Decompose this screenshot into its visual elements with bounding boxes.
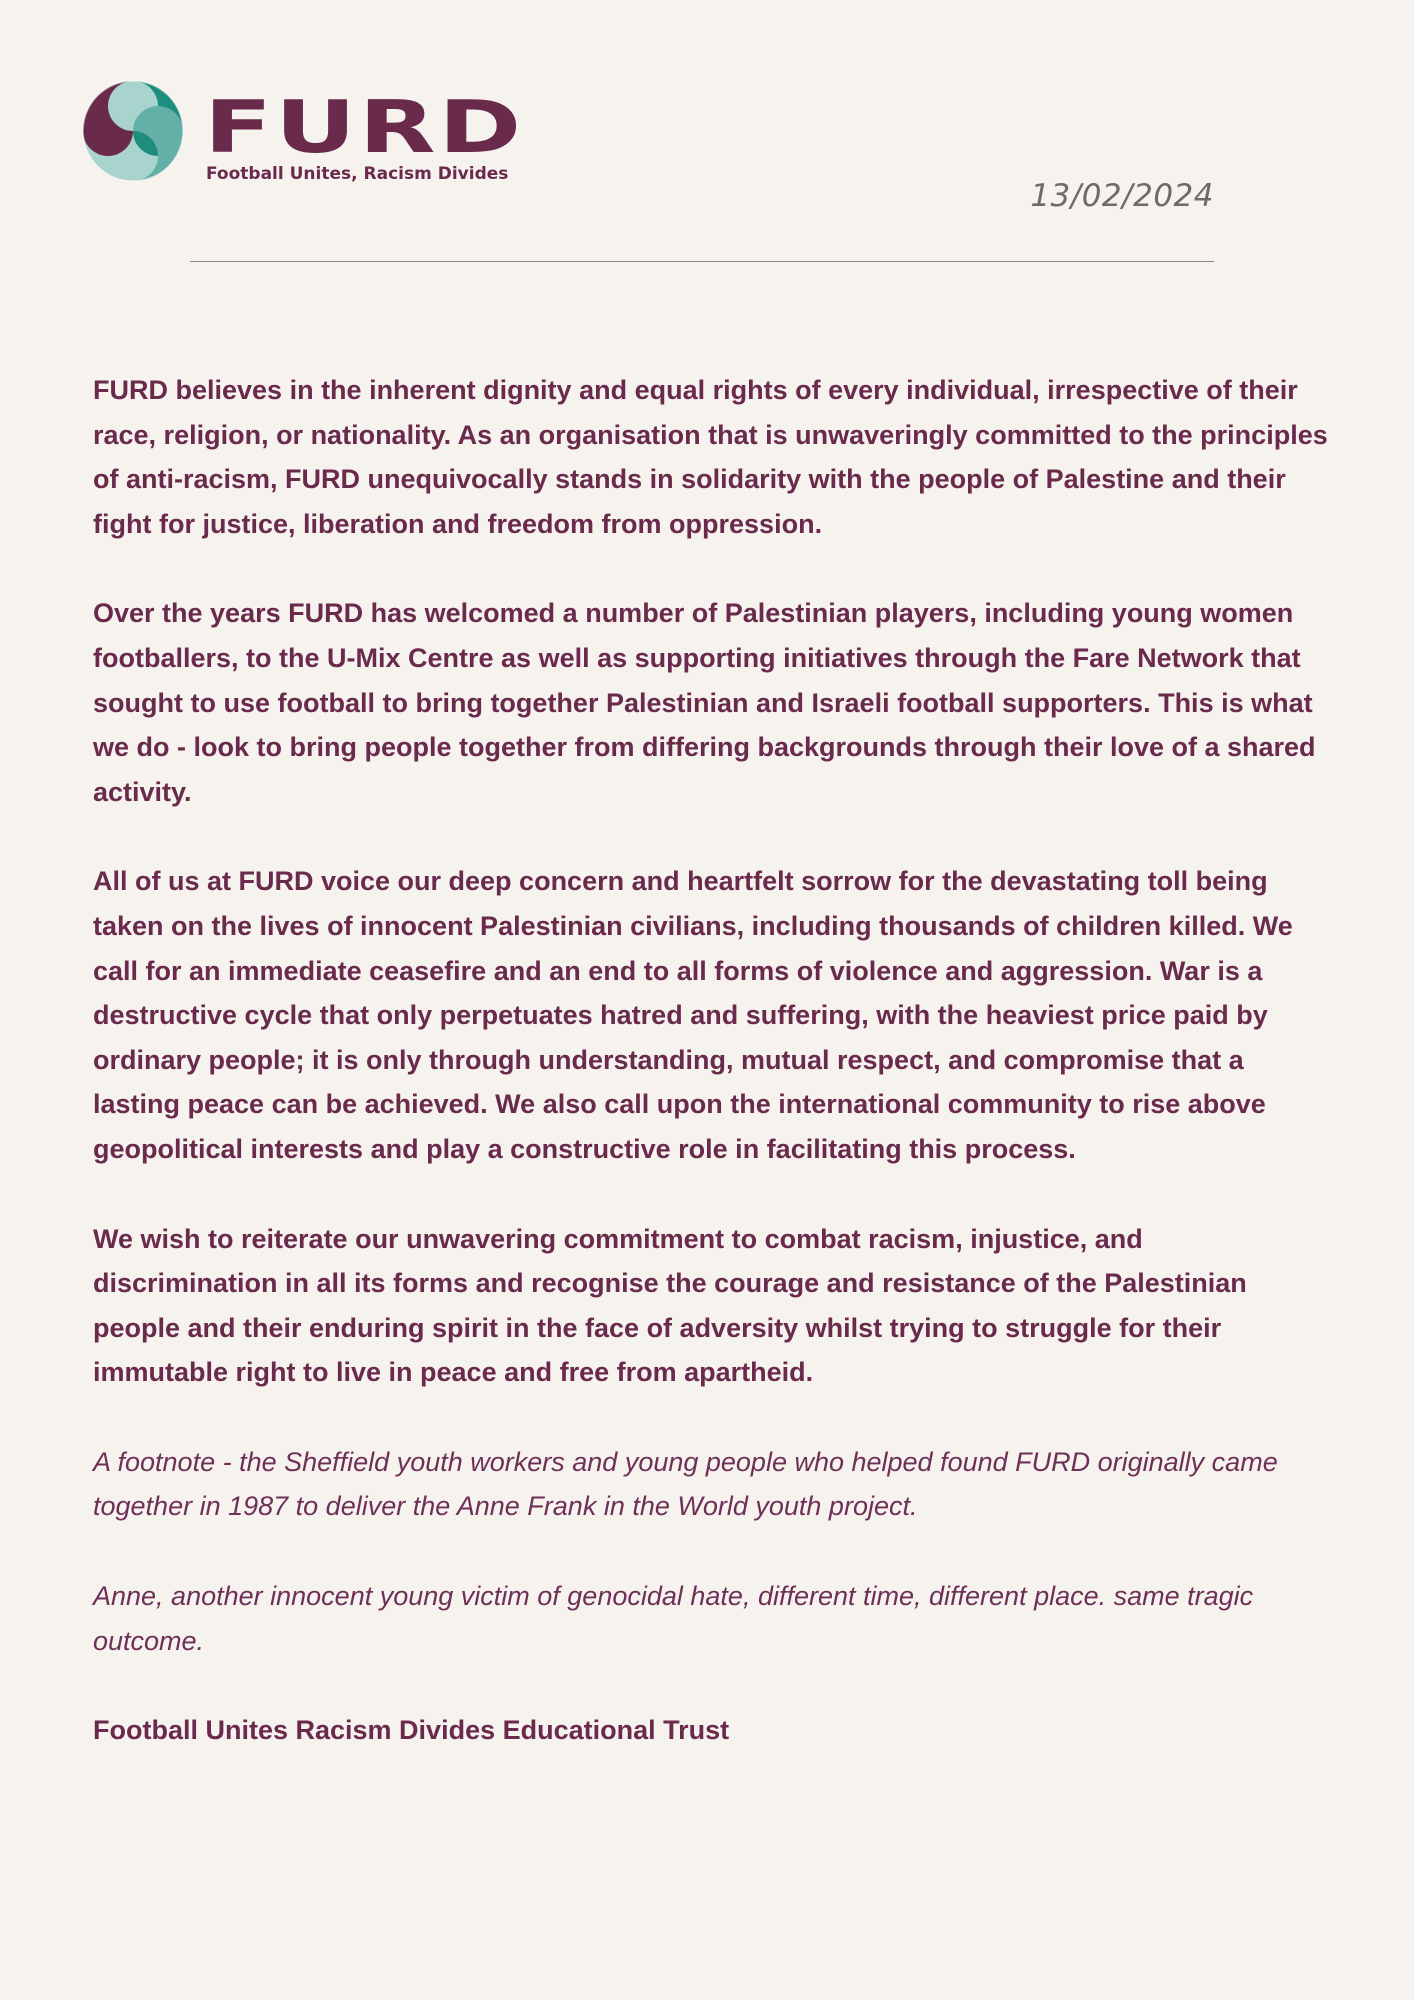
- letter-date: 13/02/2024: [1030, 178, 1214, 214]
- furd-logo: [80, 78, 524, 190]
- logo-tagline: Football Unites, Racism Divides: [206, 164, 509, 184]
- furd-wordmark: [204, 98, 534, 158]
- letter-body: [93, 368, 1333, 1753]
- body-paragraph: FURD believes in the inherent dignity and equal rights of every individual, irrespective of their race, religion, or nationality. As an organisation that is unwaveringly committed to the principles of anti-racism, FURD unequivocally stands in solidarity with the people of Palestine and their fight for justice, liberation and freedom from oppression.: [93, 375, 1328, 539]
- body-paragraph: We wish to reiterate our unwavering commitment to combat racism, injustice, and discrimination in all its forms and recognise the courage and resistance of the Palestinian people and their enduring spirit in the face of adversity whilst trying to struggle for their immutable right to live in peace and free from apartheid.: [93, 1223, 1247, 1388]
- signature: Football Unites Racism Divides Educational Trust: [93, 1715, 730, 1746]
- footnote-paragraph: Anne, another innocent young victim of genocidal hate, different time, different place. same tragic outcome.: [93, 1581, 1254, 1656]
- footnote-paragraph: A footnote - the Sheffield youth workers and young people who helped found FURD originally came together in 1987 to deliver the Anne Frank in the World youth project.: [93, 1446, 1278, 1522]
- body-paragraph: Over the years FURD has welcomed a number of Palestinian players, including young women footballers, to the U-Mix Centre as well as supporting initiatives through the Fare Network that sought to use football to bring together Palestinian and Israeli football supporters. This is what we do - look to bring people together from differing backgrounds through their love of a shared activity.: [93, 598, 1316, 807]
- furd-swirl-logo-icon: [80, 78, 186, 184]
- body-paragraph: All of us at FURD voice our deep concern and heartfelt sorrow for the devastating toll being taken on the lives of innocent Palestinian civilians, including thousands of children killed. We call for an immediate ceasefire and an end to all forms of violence and aggression. War is a destructive cycle that only perpetuates hatred and suffering, with the heaviest price paid by ordinary people; it is only through understanding, mutual respect, and compromise that a lasting peace can be achieved. We also call upon the international community to rise above geopolitical interests and play a constructive role in facilitating this process.: [93, 866, 1293, 1164]
- svg-text:FURD: FURD: [204, 98, 524, 158]
- header-divider: [190, 261, 1214, 262]
